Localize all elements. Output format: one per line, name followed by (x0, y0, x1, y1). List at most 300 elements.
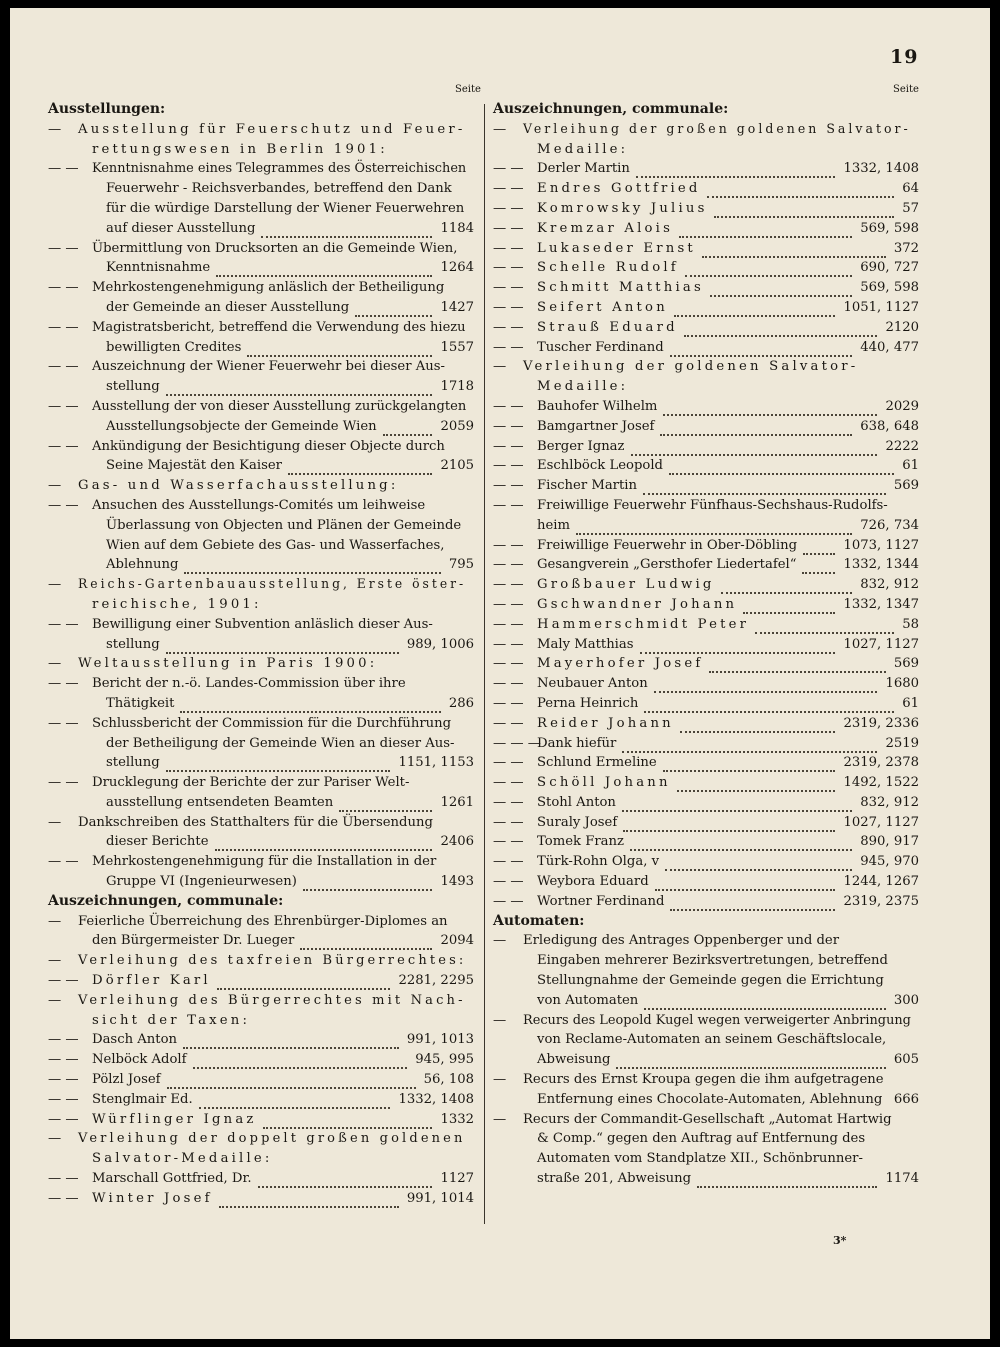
index-line (493, 575, 919, 595)
seite-label-right: Seite (893, 84, 919, 95)
entry-text: Tuscher Ferdinand (537, 339, 664, 355)
dot-leader (263, 1119, 432, 1129)
page-reference: 300 (892, 991, 919, 1011)
dot-leader (655, 881, 835, 891)
dot-leader (709, 663, 886, 673)
index-line (48, 476, 474, 496)
dash-prefix: — — (493, 458, 524, 474)
entry-text: Übermittlung von Drucksorten an die Gemeinde Wien, (92, 240, 458, 256)
index-line (48, 417, 474, 437)
entry-text: Reider Johann (537, 715, 674, 731)
entry-text: Stohl Anton (537, 794, 616, 810)
dot-leader (669, 465, 894, 475)
entry-text: Stenglmair Ed. (92, 1091, 193, 1107)
page-reference: 1151, 1153 (396, 753, 474, 773)
entry-text: Maly Matthias (537, 636, 634, 652)
index-line (493, 1110, 919, 1130)
dash-prefix: — — (48, 1190, 79, 1206)
page-reference: 61 (900, 694, 919, 714)
index-line (48, 832, 474, 852)
dot-leader (622, 802, 852, 812)
entry-text: Ansuchen des Ausstellungs-Comités um leihweise (92, 497, 426, 513)
index-line (48, 971, 474, 991)
index-line (493, 437, 919, 457)
entry-text: Auszeichnung der Wiener Feuerwehr bei dieser Aus- (92, 359, 445, 375)
dash-prefix: — (48, 1131, 62, 1147)
dash-prefix: — — (493, 339, 524, 355)
dash-prefix: — — (48, 973, 79, 989)
dot-leader (643, 485, 886, 495)
index-line (493, 120, 919, 140)
dash-prefix: — — — (493, 735, 541, 751)
entry-text: Winter Josef (92, 1190, 213, 1206)
entry-text: Recurs des Ernst Kroupa gegen die ihm aufgetragene (523, 1072, 884, 1088)
entry-text: auf dieser Ausstellung (106, 220, 256, 236)
page-reference: 569 (892, 654, 919, 674)
page-reference: 2406 (438, 832, 474, 852)
dot-leader (684, 327, 877, 337)
dash-prefix: — (48, 121, 62, 137)
dash-prefix: — (48, 814, 62, 830)
index-line (48, 555, 474, 575)
index-line (493, 714, 919, 734)
dash-prefix: — — (493, 240, 524, 256)
index-line (48, 753, 474, 773)
dash-prefix: — — (493, 775, 524, 791)
index-line (48, 734, 474, 754)
entry-text: Schöll Johann (537, 775, 671, 791)
index-line (493, 1149, 919, 1169)
index-line (493, 971, 919, 991)
dash-prefix: — — (493, 596, 524, 612)
index-line (48, 516, 474, 536)
index-line (48, 1189, 474, 1209)
index-line (48, 1070, 474, 1090)
page-reference: 1244, 1267 (841, 872, 919, 892)
dash-prefix: — — (493, 200, 524, 216)
dot-leader (355, 307, 432, 317)
page-reference: 1493 (438, 872, 474, 892)
entry-text: stellung (106, 755, 160, 771)
page-reference: 286 (447, 694, 474, 714)
page-reference: 2319, 2378 (841, 753, 919, 773)
dash-prefix: — — (493, 577, 524, 593)
index-line (493, 338, 919, 358)
dash-prefix: — — (48, 240, 79, 256)
dot-leader (216, 267, 432, 277)
page-reference: 2222 (883, 437, 919, 457)
dash-prefix: — (493, 359, 507, 375)
dash-prefix: — — (493, 181, 524, 197)
index-line (48, 674, 474, 694)
dash-prefix: — — (493, 794, 524, 810)
entry-text: Gesangverein „Gersthofer Liedertafel“ (537, 557, 797, 573)
dash-prefix: — — (48, 1111, 79, 1127)
entry-text: Bauhofer Wilhelm (537, 398, 658, 414)
right-column (493, 100, 919, 1189)
entry-text: Bamgartner Josef (537, 418, 655, 434)
dash-prefix: — — (493, 280, 524, 296)
index-line (48, 635, 474, 655)
dot-leader (167, 1079, 416, 1089)
index-line (493, 892, 919, 912)
dash-prefix: — — (48, 854, 79, 870)
page-reference: 666 (892, 1090, 919, 1110)
page-reference: 2519 (883, 734, 919, 754)
page-reference: 57 (900, 199, 919, 219)
entry-text: von Automaten (537, 992, 639, 1008)
dash-prefix: — — (493, 854, 524, 870)
dash-prefix: — — (493, 398, 524, 414)
dash-prefix: — — (493, 418, 524, 434)
entry-text: für die würdige Darstellung der Wiener Feuerwehren (106, 200, 465, 216)
index-line (493, 951, 919, 971)
entry-text: Nelböck Adolf (92, 1052, 187, 1068)
index-line (48, 714, 474, 734)
dot-leader (630, 841, 852, 851)
dash-prefix: — — (48, 438, 79, 454)
entry-text: Ausstellung der von dieser Ausstellung zurückgelangten (92, 398, 467, 414)
index-line (48, 338, 474, 358)
page-reference: 2319, 2336 (841, 714, 919, 734)
entry-text: Pölzl Josef (92, 1072, 161, 1088)
entry-text: Neubauer Anton (537, 676, 648, 692)
dot-leader (670, 347, 852, 357)
index-line (48, 239, 474, 259)
column-divider (484, 104, 485, 1224)
index-line (493, 1090, 919, 1110)
index-line (493, 1011, 919, 1031)
entry-text: Drucklegung der Berichte der zur Pariser Welt- (92, 775, 410, 791)
dot-leader (623, 822, 835, 832)
index-line (493, 1070, 919, 1090)
page-reference: 1492, 1522 (841, 773, 919, 793)
dash-prefix: — — (493, 695, 524, 711)
index-line (48, 536, 474, 556)
entry-text: Medaille: (537, 379, 629, 395)
page-reference: 2120 (883, 318, 919, 338)
dot-leader (679, 228, 852, 238)
entry-text: Verleihung der goldenen Salvator- (523, 359, 859, 375)
entry-text: Dank hiefür (537, 735, 617, 751)
entry-text: Wien auf dem Gebiete des Gas- und Wasserfaches, (106, 537, 445, 553)
entry-text: heim (537, 517, 571, 533)
page-reference: 2319, 2375 (841, 892, 919, 912)
index-line (48, 357, 474, 377)
page-reference: 1557 (438, 338, 474, 358)
index-line (493, 219, 919, 239)
page-reference: 1332 (438, 1110, 474, 1130)
dash-prefix: — — (493, 478, 524, 494)
index-line (493, 417, 919, 437)
entry-text: Erledigung des Antrages Oppenberger und der (523, 933, 840, 949)
entry-text: Dörfler Karl (92, 973, 211, 989)
entry-text: straße 201, Abweisung (537, 1171, 692, 1187)
dash-prefix: — (48, 478, 62, 494)
index-line (48, 219, 474, 239)
index-line (493, 278, 919, 298)
dash-prefix: — — (493, 676, 524, 692)
index-line (48, 951, 474, 971)
index-line (493, 813, 919, 833)
page-reference: 2281, 2295 (396, 971, 474, 991)
seite-label-left: Seite (455, 84, 481, 95)
page-reference: 2059 (438, 417, 474, 437)
entry-text: Derler Martin (537, 161, 630, 177)
index-line (48, 813, 474, 833)
dot-leader (685, 267, 852, 277)
dash-prefix: — — (493, 319, 524, 335)
dot-leader (743, 604, 835, 614)
page-reference: 638, 648 (858, 417, 919, 437)
dot-leader (802, 564, 835, 574)
page-reference: 890, 917 (858, 832, 919, 852)
entry-text: ausstellung entsendeten Beamten (106, 794, 334, 810)
dot-leader (258, 1178, 432, 1188)
index-line (48, 437, 474, 457)
entry-text: Wortner Ferdinand (537, 893, 665, 909)
dot-leader (199, 1099, 390, 1109)
dash-prefix: — — (493, 656, 524, 672)
index-line (48, 793, 474, 813)
dot-leader (631, 446, 877, 456)
entry-text: Strauß Eduard (537, 319, 678, 335)
dash-prefix: — — (48, 1171, 79, 1187)
dot-leader (654, 683, 877, 693)
dot-leader (680, 723, 835, 733)
entry-text: Recurs der Commandit-Gesellschaft „Automat Hartwig (523, 1111, 892, 1127)
dot-leader (300, 940, 432, 950)
dot-leader (803, 545, 835, 555)
entry-text: Medaille: (537, 141, 629, 157)
entry-text: Seine Majestät den Kaiser (106, 458, 282, 474)
entry-text: den Bürgermeister Dr. Lueger (92, 933, 295, 949)
dash-prefix: — — (48, 715, 79, 731)
entry-text: Bewilligung einer Subvention anläslich dieser Aus- (92, 616, 433, 632)
heading-text: Automaten: (493, 912, 585, 929)
entry-text: Lukaseder Ernst (537, 240, 696, 256)
index-line (493, 239, 919, 259)
entry-text: Berger Ignaz (537, 438, 625, 454)
dot-leader (644, 703, 894, 713)
entry-text: Automaten vom Standplatze XII., Schönbrunner- (537, 1151, 863, 1167)
dash-prefix: — — (493, 557, 524, 573)
page-reference: 832, 912 (858, 575, 919, 595)
section-heading (48, 100, 474, 120)
page-reference: 569 (892, 476, 919, 496)
dot-leader (193, 1059, 407, 1069)
entry-text: Gschwandner Johann (537, 596, 738, 612)
page-reference: 945, 970 (858, 852, 919, 872)
entry-text: Feierliche Überreichung des Ehrenbürger-Diplomes an (78, 913, 448, 929)
page-reference: 1051, 1127 (841, 298, 919, 318)
page-reference: 1718 (438, 377, 474, 397)
dot-leader (636, 168, 835, 178)
index-line (48, 575, 474, 595)
index-line (493, 635, 919, 655)
entry-text: Perna Heinrich (537, 695, 639, 711)
entry-text: Stellungnahme der Gemeinde gegen die Errichtung (537, 973, 884, 989)
index-line (493, 159, 919, 179)
index-line (48, 199, 474, 219)
entry-text: Mayerhofer Josef (537, 656, 704, 672)
index-line (48, 1110, 474, 1130)
entry-text: Hammerschmidt Peter (537, 616, 750, 632)
index-line (493, 1030, 919, 1050)
entry-text: Schlund Ermeline (537, 755, 657, 771)
entry-text: Eingaben mehrerer Bezirksvertretungen, betreffend (537, 953, 888, 969)
heading-text: Auszeichnungen, communale: (493, 101, 729, 117)
page-reference: 1680 (883, 674, 919, 694)
index-line (48, 595, 474, 615)
index-line (493, 931, 919, 951)
entry-text: Überlassung von Objecten und Plänen der Gemeinde (106, 517, 462, 533)
entry-text: Weltausstellung in Paris 1900: (78, 656, 378, 672)
index-line (48, 654, 474, 674)
index-line (48, 773, 474, 793)
index-line (48, 1149, 474, 1169)
dot-leader (674, 307, 835, 317)
dot-leader (663, 406, 877, 416)
entry-text: Gas- und Wasserfachausstellung: (78, 478, 399, 494)
index-line (48, 377, 474, 397)
index-line (48, 1090, 474, 1110)
page-reference: 1174 (883, 1169, 919, 1189)
page-reference: 605 (892, 1050, 919, 1070)
index-line (493, 1129, 919, 1149)
entry-text: Thätigkeit (106, 695, 175, 711)
page-reference: 991, 1013 (405, 1030, 474, 1050)
entry-text: Kremzar Alois (537, 220, 674, 236)
entry-text: Bericht der n.-ö. Landes-Commission über ihre (92, 676, 406, 692)
entry-text: & Comp.“ gegen den Auftrag auf Entfernung des (537, 1131, 866, 1147)
dash-prefix: — — (48, 616, 79, 632)
index-line (48, 1011, 474, 1031)
dot-leader (665, 861, 852, 871)
entry-text: Dasch Anton (92, 1032, 178, 1048)
dash-prefix: — — (48, 359, 79, 375)
entry-text: Recurs des Leopold Kugel wegen verweigerter Anbringung (523, 1012, 911, 1028)
page-reference: 1332, 1408 (841, 159, 919, 179)
dot-leader (576, 525, 852, 535)
index-line (48, 852, 474, 872)
index-line (48, 496, 474, 516)
dot-leader (707, 188, 894, 198)
dash-prefix: — — (493, 755, 524, 771)
dash-prefix: — — (493, 161, 524, 177)
entry-text: Verleihung der doppelt großen goldenen (78, 1131, 466, 1147)
page-reference: 1332, 1344 (841, 555, 919, 575)
dash-prefix: — — (493, 299, 524, 315)
index-line (493, 1050, 919, 1070)
page-reference: 1332, 1347 (841, 595, 919, 615)
index-line (48, 278, 474, 298)
entry-text: dieser Berichte (106, 834, 209, 850)
dash-prefix: — — (493, 893, 524, 909)
page-reference: 61 (900, 456, 919, 476)
dash-prefix: — (493, 121, 507, 137)
index-line (493, 318, 919, 338)
entry-text: Mehrkostengenehmigung anläslich der Betheiligung (92, 280, 445, 296)
dash-prefix: — — (493, 616, 524, 632)
index-line (48, 991, 474, 1011)
entry-text: Gruppe VI (Ingenieurwesen) (106, 874, 297, 890)
entry-text: Weybora Eduard (537, 874, 649, 890)
dot-leader (616, 1059, 886, 1069)
entry-text: Abweisung (537, 1052, 611, 1068)
index-line (493, 595, 919, 615)
entry-text: stellung (106, 636, 160, 652)
dash-prefix: — (493, 1012, 507, 1028)
index-line (48, 179, 474, 199)
index-line (493, 1169, 919, 1189)
dash-prefix: — (493, 1072, 507, 1088)
entry-text: Kenntnisnahme (106, 260, 211, 276)
page-reference: 726, 734 (858, 516, 919, 536)
dash-prefix: — (48, 913, 62, 929)
entry-text: sicht der Taxen: (92, 1012, 251, 1028)
page-reference: 991, 1014 (405, 1189, 474, 1209)
dash-prefix: — (48, 953, 62, 969)
index-line (493, 199, 919, 219)
index-line (493, 852, 919, 872)
entry-text: Komrowsky Julius (537, 200, 708, 216)
dot-leader (303, 881, 432, 891)
index-line (48, 694, 474, 714)
page-reference: 1073, 1127 (841, 536, 919, 556)
dash-prefix: — — (493, 715, 524, 731)
entry-text: Eschlböck Leopold (537, 458, 663, 474)
index-line (48, 397, 474, 417)
dash-prefix: — — (48, 1072, 79, 1088)
entry-text: Marschall Gottfried, Dr. (92, 1171, 252, 1187)
dash-prefix: — — (493, 220, 524, 236)
signature-mark: 3* (833, 1234, 847, 1247)
index-line (493, 832, 919, 852)
page-reference: 832, 912 (858, 793, 919, 813)
dash-prefix: — — (48, 161, 79, 177)
section-heading (493, 912, 919, 932)
dot-leader (714, 208, 894, 218)
entry-text: Ausstellung für Feuerschutz und Feuer- (78, 121, 466, 137)
page-reference: 690, 727 (858, 258, 919, 278)
dash-prefix: — — (48, 280, 79, 296)
section-heading (48, 892, 474, 912)
dash-prefix: — — (493, 834, 524, 850)
index-line (493, 793, 919, 813)
index-line (48, 1030, 474, 1050)
dash-prefix: — — (48, 1091, 79, 1107)
page-reference: 56, 108 (422, 1070, 474, 1090)
dot-leader (217, 980, 390, 990)
entry-text: Tomek Franz (537, 834, 624, 850)
dash-prefix: — — (48, 1032, 79, 1048)
page-reference: 569, 598 (858, 278, 919, 298)
dot-leader (339, 802, 432, 812)
index-line (493, 536, 919, 556)
dot-leader (166, 644, 399, 654)
entry-text: reichische, 1901: (92, 596, 262, 612)
index-line (493, 516, 919, 536)
index-line (493, 179, 919, 199)
dash-prefix: — — (493, 497, 524, 513)
entry-text: Suraly Josef (537, 814, 618, 830)
entry-text: Salvator-Medaille: (92, 1151, 273, 1167)
page-reference: 945, 995 (413, 1050, 474, 1070)
entry-text: Dankschreiben des Statthalters für die Übersendung (78, 814, 433, 830)
index-line (493, 476, 919, 496)
entry-text: Türk-Rohn Olga, v (537, 854, 660, 870)
